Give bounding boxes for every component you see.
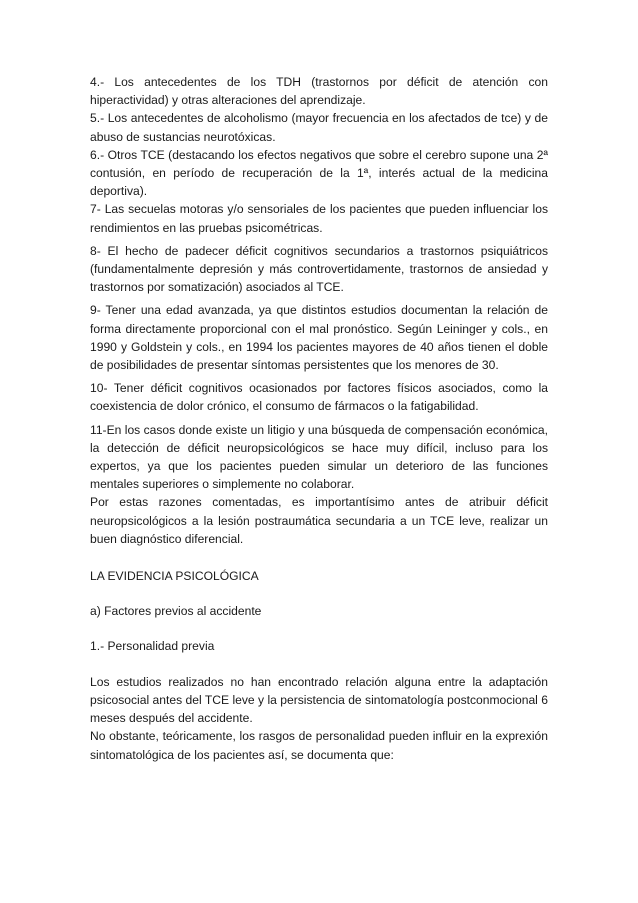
subsubsection-heading: 1.- Personalidad previa [90, 639, 215, 654]
list-item-7: 7- Las secuelas motoras y/o sensoriales de los pacientes que pueden influenciar los rendimientos en las pruebas psicométricas. [90, 202, 548, 235]
however-paragraph: No obstante, teóricamente, los rasgos de personalidad pueden influir en la exprexión sintomatológica de los pacientes así, se documenta que: [90, 729, 548, 762]
list-item-8: 8- El hecho de padecer déficit cognitivos secundarios a trastornos psiquiátricos (fundamentalmente depresión y más controvertidamente, trastornos de ansiedad y trastornos por somatización) asociados al TCE. [90, 243, 548, 295]
list-group-4-7 [90, 73, 548, 237]
studies-paragraph: Los estudios realizados no han encontrado relación alguna entre la adaptación psicosocial antes del TCE leve y la persistencia de sintomatología postconmocional 6 meses después del accidente. [90, 674, 548, 726]
section-heading: LA EVIDENCIA PSICOLÓGICA [90, 569, 259, 584]
personality-paragraphs [90, 673, 548, 764]
list-item-9: 9- Tener una edad avanzada, ya que distintos estudios documentan la relación de forma directamente proporcional con el mal pronóstico. Según Leininger y cols., en 1990 y Goldstein y cols., en 1994 los pacientes mayores de 40 años tienen el doble de posibilidades de presentar síntomas persistentes que los menores de 30. [90, 303, 548, 373]
list-group-11 [90, 421, 548, 548]
document-page [90, 73, 548, 764]
list-item-4: 4.- Los antecedentes de los TDH (trastornos por déficit de atención con hiperactividad) y otras alteraciones del aprendizaje. [90, 75, 548, 108]
list-item-11: 11-En los casos donde existe un litigio y una búsqueda de compensación económica, la detección de déficit neuropsicológicos se hace muy difícil, incluso para los expertos, ya que los pacientes pueden simular un deterioro de las funciones mentales superiores o simplemente no colaborar. [90, 422, 548, 492]
list-item-6: 6.- Otros TCE (destacando los efectos negativos que sobre el cerebro supone una 2ª contusión, en período de recuperación de la 1ª, interés actual de la medicina deportiva). [90, 147, 548, 199]
list-item-5: 5.- Los antecedentes de alcoholismo (mayor frecuencia en los afectados de tce) y de abuso de sustancias neurotóxicas. [90, 111, 548, 144]
subsection-heading: a) Factores previos al accidente [90, 604, 262, 619]
conclusion-paragraph: Por estas razones comentadas, es importantísimo antes de atribuir déficit neuropsicológicos a la lesión postraumática secundaria a un TCE leve, realizar un buen diagnóstico diferencial. [90, 495, 548, 546]
list-item-10: 10- Tener déficit cognitivos ocasionados por factores físicos asociados, como la coexistencia de dolor crónico, el consumo de fármacos o la fatigabilidad. [90, 381, 548, 414]
